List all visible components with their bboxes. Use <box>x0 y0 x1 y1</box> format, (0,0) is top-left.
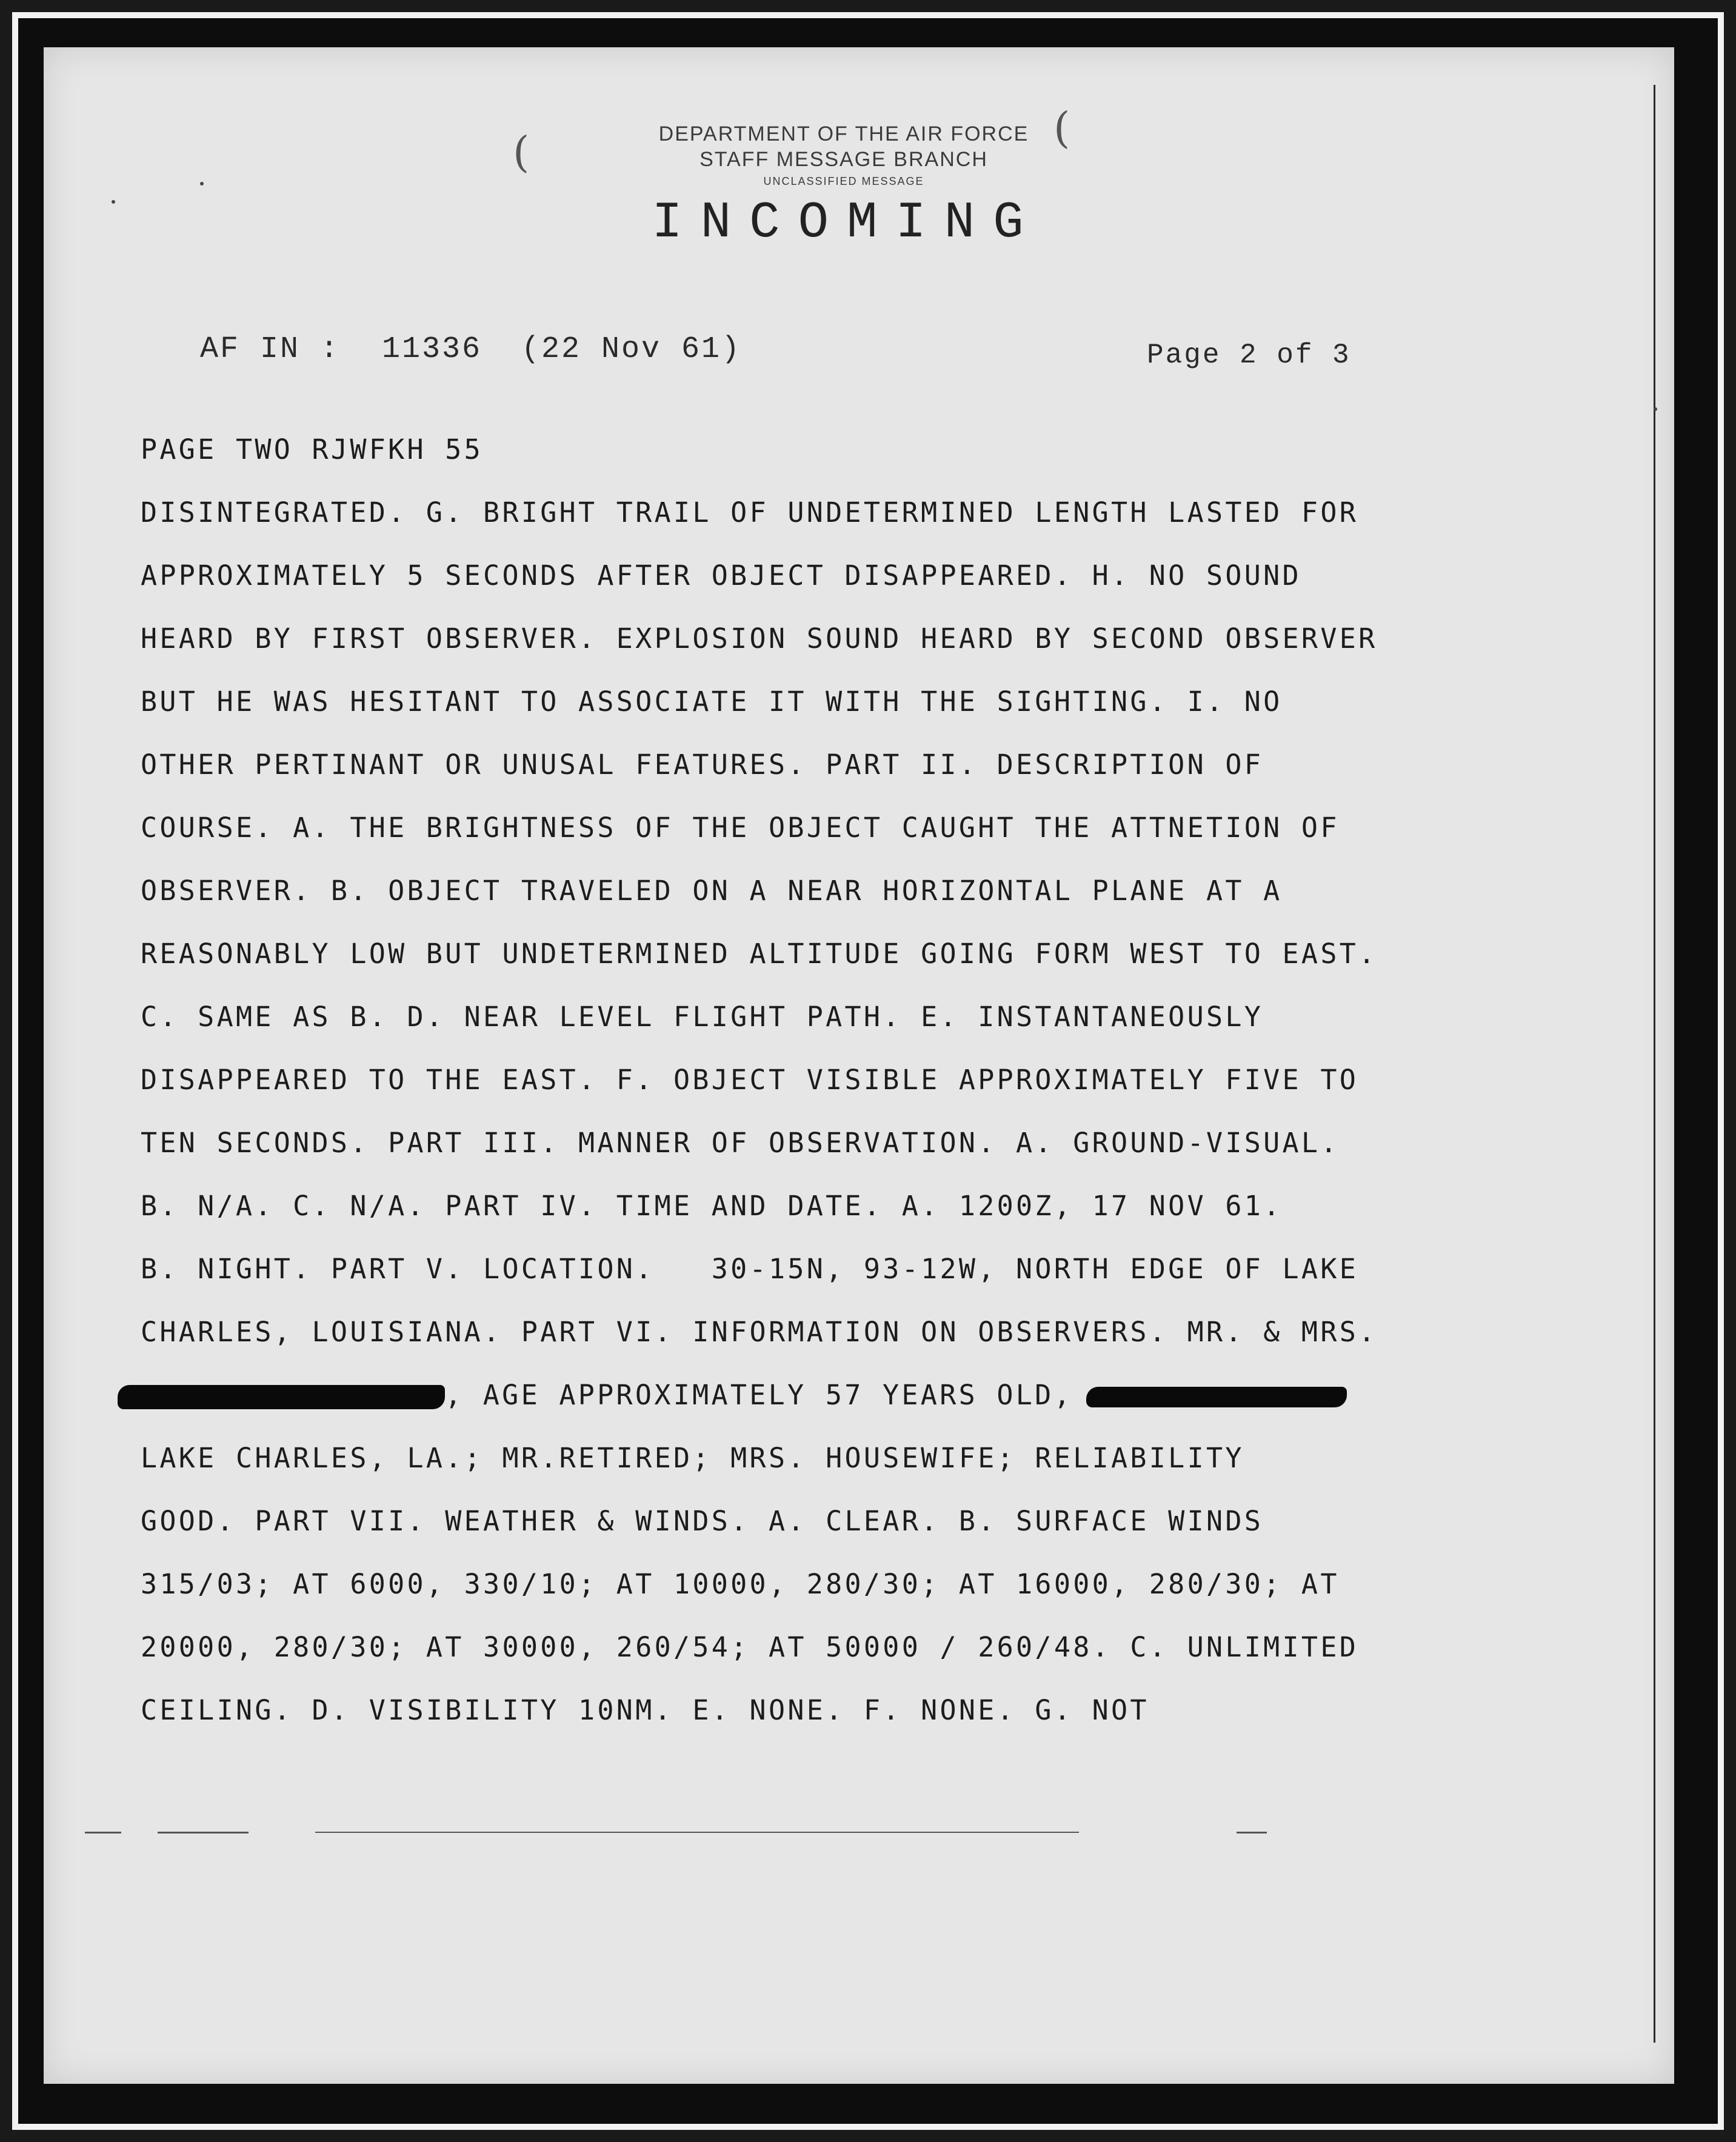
body-line: REASONABLY LOW BUT UNDETERMINED ALTITUDE GOING FORM WEST TO EAST. <box>141 938 1378 970</box>
body-line: DISINTEGRATED. G. BRIGHT TRAIL OF UNDETERMINED LENGTH LASTED FOR <box>141 496 1359 529</box>
body-line: 20000, 280/30; AT 30000, 260/54; AT 50000 / 260/48. C. UNLIMITED <box>141 1631 1359 1663</box>
body-line: OTHER PERTINANT OR UNUSAL FEATURES. PART II. DESCRIPTION OF <box>141 749 1264 781</box>
bracket-mark-left: ( <box>513 127 530 177</box>
af-in-number: 11336 <box>382 332 482 367</box>
body-line: DISAPPEARED TO THE EAST. F. OBJECT VISIBLE APPROXIMATELY FIVE TO <box>141 1064 1359 1096</box>
body-line-text: , AGE APPROXIMATELY 57 YEARS OLD, <box>445 1379 1073 1411</box>
message-body <box>141 418 1607 1742</box>
body-line: APPROXIMATELY 5 SECONDS AFTER OBJECT DISAPPEARED. H. NO SOUND <box>141 559 1301 592</box>
bracket-mark-right: ( <box>1053 103 1070 153</box>
margin-rule <box>1654 85 1655 2043</box>
body-line: C. SAME AS B. D. NEAR LEVEL FLIGHT PATH. E. INSTANTANEOUSLY <box>141 1001 1264 1033</box>
redaction-bar <box>118 1385 445 1409</box>
page-break-rule <box>1237 1832 1267 1833</box>
page-break-rule <box>85 1832 121 1833</box>
body-line: B. N/A. C. N/A. PART IV. TIME AND DATE. A. 1200Z, 17 NOV 61. <box>141 1190 1283 1222</box>
body-line: OBSERVER. B. OBJECT TRAVELED ON A NEAR HORIZONTAL PLANE AT A <box>141 875 1283 907</box>
message-type-title: INCOMING <box>652 195 1042 252</box>
body-line: B. NIGHT. PART V. LOCATION. 30-15N, 93-12W, NORTH EDGE OF LAKE <box>141 1253 1359 1285</box>
page-break-rule <box>315 1832 1079 1833</box>
af-in-label: AF IN : <box>200 332 341 367</box>
message-date: (22 Nov 61) <box>521 332 742 367</box>
body-line: PAGE TWO RJWFKH 55 <box>141 433 484 465</box>
page-indicator: Page 2 of 3 <box>1147 339 1351 371</box>
body-line-redacted <box>141 1364 1607 1427</box>
page-break-rule <box>158 1832 249 1833</box>
body-line: TEN SECONDS. PART III. MANNER OF OBSERVATION. A. GROUND-VISUAL. <box>141 1127 1340 1159</box>
body-line: BUT HE WAS HESITANT TO ASSOCIATE IT WITH THE SIGHTING. I. NO <box>141 686 1283 718</box>
body-line: CEILING. D. VISIBILITY 10NM. E. NONE. F. NONE. G. NOT <box>141 1694 1149 1726</box>
body-line: HEARD BY FIRST OBSERVER. EXPLOSION SOUND HEARD BY SECOND OBSERVER <box>141 622 1378 655</box>
redaction-bar <box>1086 1387 1347 1407</box>
body-line: GOOD. PART VII. WEATHER & WINDS. A. CLEAR. B. SURFACE WINDS <box>141 1505 1264 1537</box>
classification-label: UNCLASSIFIED MESSAGE <box>763 175 924 187</box>
message-header <box>0 121 1736 257</box>
branch-name: STAFF MESSAGE BRANCH <box>699 148 988 171</box>
department-name: DEPARTMENT OF THE AIR FORCE <box>658 122 1029 145</box>
body-line: LAKE CHARLES, LA.; MR.RETIRED; MRS. HOUSEWIFE; RELIABILITY <box>141 1442 1244 1474</box>
body-line: CHARLES, LOUISIANA. PART VI. INFORMATION ON OBSERVERS. MR. & MRS. <box>141 1316 1378 1348</box>
speck <box>1654 407 1657 411</box>
body-line: COURSE. A. THE BRIGHTNESS OF THE OBJECT CAUGHT THE ATTNETION OF <box>141 812 1340 844</box>
body-line: 315/03; AT 6000, 330/10; AT 10000, 280/30; AT 16000, 280/30; AT <box>141 1568 1340 1600</box>
